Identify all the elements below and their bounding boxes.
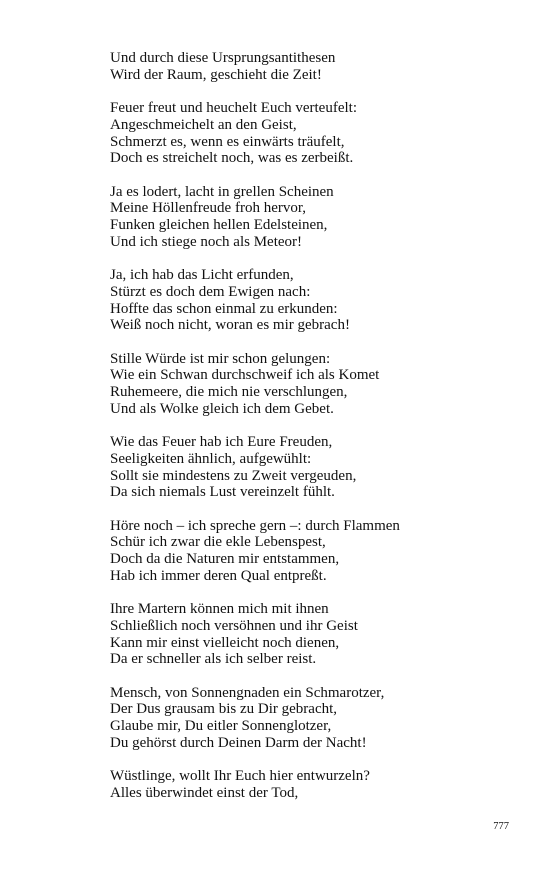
verse-line: Wird der Raum, geschieht die Zeit! [110,66,322,83]
stanza [110,685,530,752]
verse-line: Ruhemeere, die mich nie verschlungen, [110,384,348,400]
verse-line: Seeligkeiten ähnlich, aufgewühlt: [110,450,312,467]
verse-line: Wie ein Schwan durchschweif ich als Komet [110,367,380,384]
verse-line: Mensch, von Sonnengnaden ein Schmarotzer, [110,684,385,701]
verse-line: Hab ich immer deren Qual entpreßt. [110,567,327,584]
verse-line: Glaube mir, Du eitler Sonnenglotzer, [110,718,332,734]
page-number: 777 [493,821,509,832]
verse-line: Höre noch – ich spreche gern –: durch Flammen [110,517,400,534]
verse-line: Schür ich zwar die ekle Lebenspest, [110,534,326,551]
stanza [110,184,530,251]
verse-line: Stille Würde ist mir schon gelungen: [110,350,331,367]
verse-line: Schließlich noch versöhnen und ihr Geist [110,617,358,634]
verse-line: Du gehörst durch Deinen Darm der Nacht! [110,734,367,751]
verse-line: Meine Höllenfreude froh hervor, [110,200,306,217]
verse-line: Ihre Martern können mich mit ihnen [110,601,329,618]
verse-line: Wie das Feuer hab ich Eure Freuden, [110,434,333,451]
verse-line: Und ich stiege noch als Meteor! [110,233,303,250]
stanza [110,100,530,167]
stanza [110,601,530,668]
verse-line: Und als Wolke gleich ich dem Gebet. [110,400,334,417]
verse-line: Und durch diese Ursprungsantithesen [110,50,336,66]
verse-line: Doch da die Naturen mir entstammen, [110,551,340,567]
stanza [110,351,530,418]
verse-line: Schmerzt es, wenn es einwärts träufelt, [110,133,345,150]
verse-line: Alles überwindet einst der Tod, [110,784,299,801]
stanza [110,518,530,585]
verse-line: Wüstlinge, wollt Ihr Euch hier entwurzeln? [110,768,370,785]
poem-body [110,50,530,818]
verse-line: Stürzt es doch dem Ewigen nach: [110,283,311,300]
verse-line: Angeschmeichelt an den Geist, [110,116,297,133]
stanza [110,267,530,334]
verse-line: Da er schneller als ich selber reist. [110,651,317,668]
verse-line: Sollt sie mindestens zu Zweit vergeuden, [110,467,357,484]
verse-line: Ja es lodert, lacht in grellen Scheinen [110,183,334,200]
verse-line: Der Dus grausam bis zu Dir gebracht, [110,701,338,718]
stanza [110,50,530,83]
stanza [110,434,530,501]
verse-line: Kann mir einst vielleicht noch dienen, [110,634,340,651]
stanza [110,768,530,801]
verse-line: Hoffte das schon einmal zu erkunden: [110,300,338,317]
verse-line: Ja, ich hab das Licht erfunden, [110,267,294,284]
verse-line: Da sich niemals Lust vereinzelt fühlt. [110,484,335,501]
verse-line: Feuer freut und heuchelt Euch verteufelt: [110,100,357,117]
verse-line: Weiß noch nicht, woran es mir gebrach! [110,317,350,334]
verse-line: Funken gleichen hellen Edelsteinen, [110,217,328,233]
verse-line: Doch es streichelt noch, was es zerbeißt. [110,150,354,167]
